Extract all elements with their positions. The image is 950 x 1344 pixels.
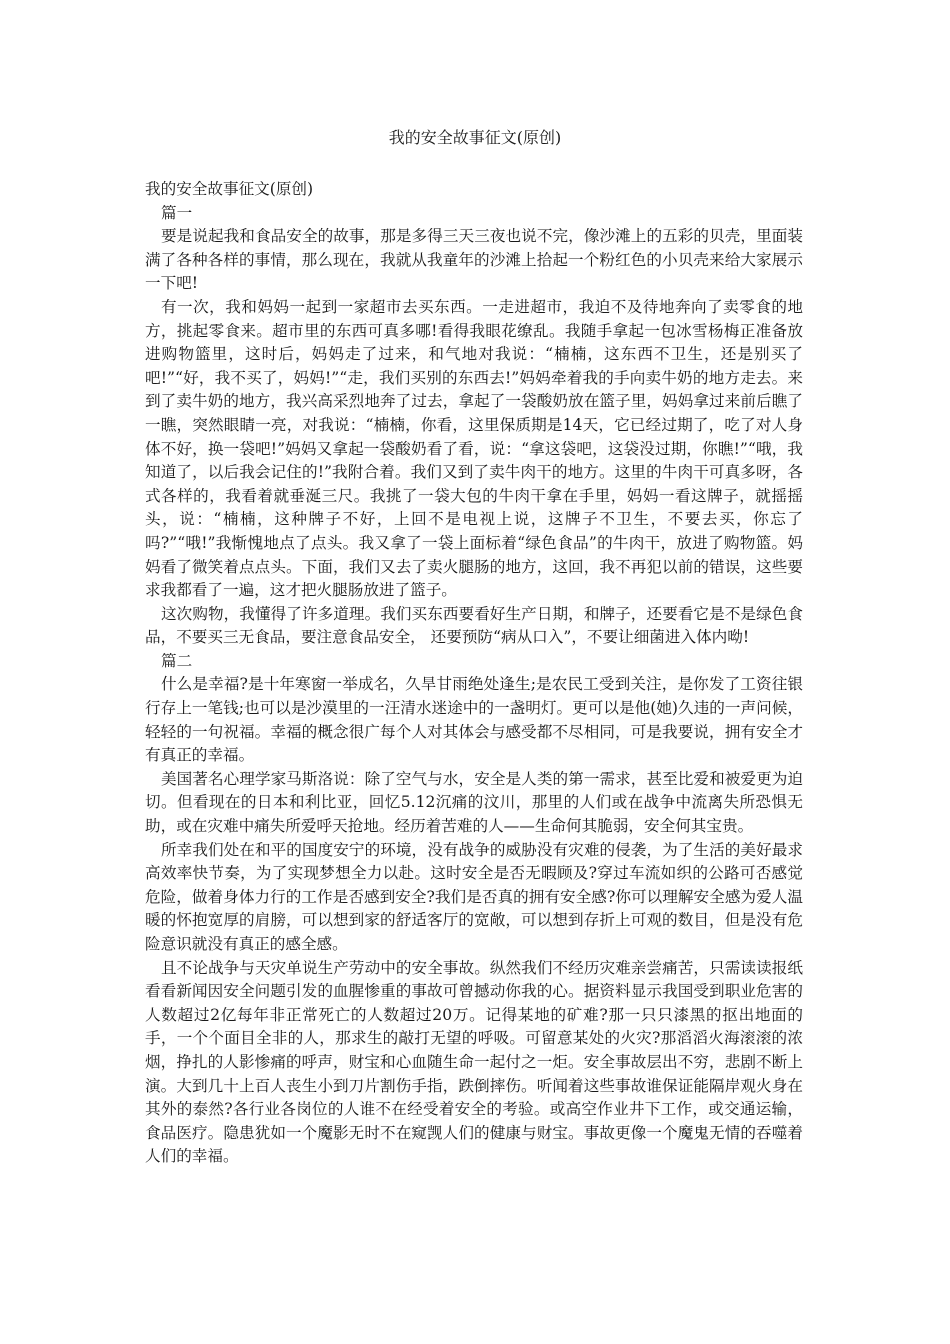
- document-title: 我的安全故事征文(原创): [388, 128, 562, 147]
- paragraph: 且不论战争与天灾单说生产劳动中的安全事故。纵然我们不经历灾难亲尝痛苦，只需读读报纸看看新闻因安全问题引发的血腥惨重的事故可曾撼动你我的心。据资料显示我国受到职业危害的人数超过2亿每年非正常死亡的人数超过20万。记得某地的矿难?那一只只漆黑的抠出地面的手，一个个面目全非的人，那求生的敲打无望的呼吸。可留意某处的火灾?那滔滔火海滚滚的浓烟，挣扎的人影惨痛的呼声，财宝和心血随生命一起付之一炬。安全事故层出不穷，悲剧不断上演。大到几十上百人丧生小到刀片割伤手指，跌倒摔伤。听闻着这些事故谁保证能隔岸观火身在其外的泰然?各行业各岗位的人谁不在经受着安全的考验。或高空作业井下工作，或交通运输，食品医疗。隐患犹如一个魔影无时不在窥觊人们的健康与财宝。事故更像一个魔鬼无情的吞噬着人们的幸福。: [145, 958, 803, 1166]
- paragraph: 美国著名心理学家马斯洛说：除了空气与水，安全是人类的第一需求，甚至比爱和被爱更为迫切。但看现在的日本和利比亚，回忆5.12沉痛的汶川，那里的人们或在战争中流离失所恐惧无助，或在灾难中痛失所爱呼天抢地。经历着苦难的人——生命何其脆弱，安全何其宝贵。: [145, 769, 803, 836]
- paragraph: 有一次，我和妈妈一起到一家超市去买东西。一走进超市，我迫不及待地奔向了卖零食的地方，挑起零食来。超市里的东西可真多哪!看得我眼花缭乱。我随手拿起一包冰雪杨梅正准备放进购物篮里，这时后，妈妈走了过来，和气地对我说：“楠楠，这东西不卫生，还是别买了吧!”“好，我不买了，妈妈!”“走，我们买别的东西去!”妈妈牵着我的手向卖牛奶的地方走去。来到了卖牛奶的地方，我兴高采烈地奔了过去，拿起了一袋酸奶放在篮子里，妈妈拿过来前后瞧了一瞧，突然眼睛一亮，对我说：“楠楠，你看，这里保质期是14天，它已经过期了，吃了对人身体不好，换一袋吧!”妈妈又拿起一袋酸奶看了看，说：“拿这袋吧，这袋没过期，你瞧!”“哦，我知道了，以后我会记住的!”我附合着。我们又到了卖牛肉干的地方。这里的牛肉干可真多呀，各式各样的，我看着就垂涎三尺。我挑了一袋大包的牛肉干拿在手里，妈妈一看这牌子，就摇摇头，说：“楠楠，这种牌子不好，上回不是电视上说，这牌子不卫生，不要去买，你忘了吗?”“哦!”我惭愧地点了点头。我又拿了一袋上面标着“绿色食品”的牛肉干，放进了购物篮。妈妈看了微笑着点点头。下面，我们又去了卖火腿肠的地方，这回，我不再犯以前的错误，这些要求我都看了一遍，这才把火腿肠放进了篮子。: [145, 297, 803, 600]
- document-body: [145, 178, 803, 1169]
- paragraph: 所幸我们处在和平的国度安宁的环境，没有战争的威胁没有灾难的侵袭，为了生活的美好最求高效率快节奏，为了实现梦想全力以赴。这时安全是否无暇顾及?穿过车流如织的公路可否感觉危险，做着身体力行的工作是否感到安全?我们是否真的拥有安全感?你可以理解安全感为爱人温暖的怀抱宽厚的肩膀，可以想到家的舒适客厅的宽敞，可以想到存折上可观的数目，但是没有危险意识就没有真正的感全感。: [145, 840, 803, 953]
- paragraph: 要是说起我和食品安全的故事，那是多得三天三夜也说不完，像沙滩上的五彩的贝壳，里面装满了各种各样的事情，那么现在，我就从我童年的沙滩上拾起一个粉红色的小贝壳来给大家展示一下吧!: [145, 227, 803, 293]
- section-label-1: 篇一: [161, 203, 193, 222]
- paragraph: 什么是幸福?是十年寒窗一举成名，久旱甘雨绝处逢生;是农民工受到关注，是你发了工资往银行存上一笔钱;也可以是沙漠里的一汪清水迷途中的一盏明灯。更可以是他(她)久违的一声问候，轻轻的一句祝福。幸福的概念很广每个人对其体会与感受都不尽相同，可是我要说，拥有安全才有真正的幸福。: [145, 675, 803, 765]
- section-label-2: 篇二: [161, 651, 193, 670]
- paragraph: 这次购物，我懂得了许多道理。我们买东西要看好生产日期，和牌子，还要看它是不是绿色食品，不要买三无食品，要注意食品安全， 还要预防“病从口入”，不要让细菌进入体内呦!: [145, 604, 803, 647]
- document-subtitle: 我的安全故事征文(原创): [145, 180, 314, 198]
